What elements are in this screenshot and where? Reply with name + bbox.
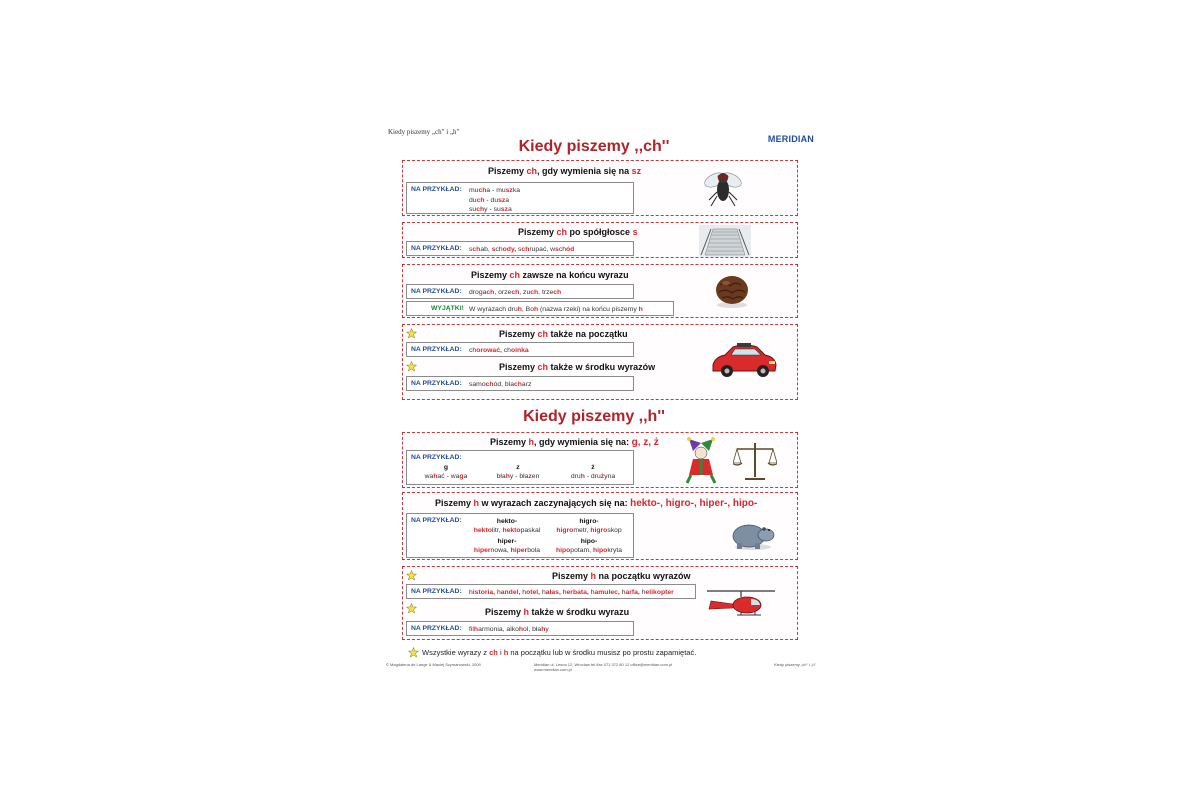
highlight-letters: orować,: [476, 347, 504, 354]
highlight-letters: ód: [566, 246, 575, 253]
example-text: ch: [503, 347, 511, 354]
highlight-letters: z: [528, 473, 532, 480]
example-text: skop: [607, 527, 622, 534]
ch-rule-middle-title: Piszemy ch także w środku wyrazów: [499, 362, 656, 372]
ch-rule-start-middle-box: [402, 324, 798, 400]
ch-rule-end-examples: [406, 284, 634, 299]
ch-exceptions: [406, 301, 674, 316]
highlight-letters: oinka: [510, 347, 529, 354]
example-text: a: [505, 196, 510, 204]
h-rule-middle-line: [469, 625, 549, 635]
highlight-letters: ch: [553, 289, 562, 296]
example-text: ać - wa: [437, 473, 460, 480]
example-text: paskal: [520, 527, 541, 534]
ch-exceptions-line: [469, 305, 643, 315]
h-rule-start-title: Piszemy h na początku wyrazów: [552, 571, 691, 581]
example-text: bola: [527, 547, 541, 554]
highlight-letters: ch: [476, 196, 485, 204]
ch-rule-end-title: Piszemy ch zawsze na końcu wyrazu: [471, 270, 629, 280]
example-text: ol, bła: [523, 626, 542, 633]
ch-rule-start-examples: [406, 342, 634, 357]
highlight-letters: sz: [500, 206, 508, 213]
fly-icon: [701, 166, 745, 210]
hippo-icon: [731, 519, 775, 553]
example-line: [469, 625, 549, 635]
example-text: h: [562, 589, 567, 596]
example-text: , zu: [519, 289, 531, 296]
example-label: NA PRZYKŁAD:: [411, 346, 462, 353]
example-text: , Bo: [521, 306, 534, 313]
poster-code: Kiedy piszemy „ch" i „h": [774, 662, 816, 667]
example-text: du: [469, 196, 477, 204]
example-text: ch: [558, 246, 567, 253]
h-rule-start-examples: [406, 584, 696, 599]
copyright: © Magdalena de Lange & Maciej Szymanowski, 2009: [386, 662, 481, 667]
walnut-icon: [713, 273, 751, 309]
highlight-letters: higro: [590, 527, 608, 534]
example-line: [545, 526, 633, 536]
column-head: ż: [591, 464, 595, 471]
example-label: NA PRZYKŁAD:: [411, 588, 462, 595]
highlight-letters: higro: [556, 527, 574, 534]
car-icon: [709, 339, 779, 381]
example-text: mu: [469, 187, 479, 194]
example-column: [463, 537, 551, 556]
highlight-letters: hipo: [592, 547, 608, 554]
poster-small-title: Kiedy piszemy „ch" i „h": [388, 128, 460, 136]
example-text: yna: [604, 473, 616, 480]
publisher-info: Meridian ul. Lesna 12, Wroclaw tel./fax 071 372 80 12 office@meridian.com.pl www.meridian.com.pl: [534, 662, 673, 672]
footer-line: [422, 648, 696, 658]
example-text: potam,: [570, 547, 593, 554]
highlight-letters: h: [580, 473, 585, 480]
example-text: ka: [512, 187, 521, 194]
example-label: NA PRZYKŁAD:: [411, 186, 462, 193]
example-text: , trze: [538, 289, 554, 296]
column-head: higro-: [579, 518, 599, 525]
example-line: [483, 472, 553, 482]
highlight-letters: ch: [478, 187, 487, 194]
highlight-letters: h: [505, 473, 510, 480]
h-rule-start-line: [469, 588, 674, 598]
ch-rule-start-title: Piszemy ch także na początku: [499, 329, 628, 339]
highlight-letters: ch: [511, 289, 520, 296]
h-rule-prefix-title: Piszemy h w wyrazach zaczynających się na: hekto-, higro-, hiper-, hipo-: [435, 498, 758, 509]
example-line: [545, 546, 633, 556]
example-text: h: [522, 589, 527, 596]
h-rule-gzz-title: Piszemy h, gdy wymienia się na: g, z, ż: [490, 437, 659, 448]
example-label: NA PRZYKŁAD:: [411, 288, 462, 295]
highlight-letters: ch: [485, 381, 494, 388]
example-text: - dru: [584, 473, 601, 480]
highlight-letters: ch: [521, 246, 530, 253]
highlight-letters: h: [517, 306, 522, 313]
example-text: samo: [469, 381, 486, 388]
highlight-letters: ch: [530, 289, 539, 296]
highlight-letters: ch: [476, 206, 485, 213]
exception-line: [469, 305, 643, 315]
example-text: arz: [521, 381, 532, 388]
example-column: [555, 463, 631, 482]
example-text: ód, bla: [493, 381, 514, 388]
highlight-letters: hiper: [473, 547, 491, 554]
ch-rule-s-title: Piszemy ch po spółgłosce s: [518, 227, 638, 237]
highlight-letters: h: [533, 306, 539, 313]
example-column: [411, 463, 481, 482]
ch-rule-sz-box: [402, 160, 798, 216]
example-text: droga: [469, 289, 487, 296]
highlight-letters: hiper: [510, 547, 528, 554]
example-text: s: [469, 246, 473, 253]
example-text: h: [621, 589, 626, 596]
example-text: - du: [484, 196, 499, 204]
example-text: (nazwa rzeki) na końcu piszemy: [538, 306, 639, 313]
brand-logo: MERIDIAN: [767, 134, 814, 144]
column-head: hipo-: [580, 538, 598, 545]
example-line: [463, 526, 551, 536]
example-text: na początku lub w środku musisz po prostu zapamiętać.: [508, 648, 697, 657]
ch-rule-sz-examples: [406, 182, 634, 214]
example-text: h: [469, 589, 473, 596]
example-label: NA PRZYKŁAD:: [411, 625, 462, 632]
ch-rule-s-box: [402, 222, 798, 258]
star-icon: [406, 328, 417, 339]
example-text: kryta: [607, 547, 623, 554]
example-line: [469, 288, 561, 298]
highlight-letters: h: [433, 473, 438, 480]
example-text: a: [463, 473, 468, 480]
highlight-letters: s: [555, 246, 559, 253]
example-text: a - mu: [486, 187, 506, 194]
ch-rule-end-line: [469, 288, 561, 298]
example-line: [411, 472, 481, 482]
highlight-letters: sz: [505, 187, 513, 194]
example-text: Wszystkie wyrazy z: [422, 648, 490, 657]
example-text: s: [518, 246, 522, 253]
highlight-letters: h: [473, 626, 479, 633]
footer-note: [422, 648, 696, 658]
example-text: armonia, alko: [478, 626, 519, 633]
example-line: [469, 245, 574, 255]
highlight-letters: ody,: [502, 246, 519, 253]
example-column: [545, 537, 633, 556]
star-icon: [408, 647, 419, 658]
h-rule-gzz-examples: [406, 450, 634, 485]
example-column: [483, 463, 553, 482]
example-line: [555, 472, 631, 482]
h-rule-middle-title: Piszemy h także w środku wyrazu: [485, 607, 630, 617]
ch-rule-s-examples: [406, 241, 634, 256]
example-text: wa: [424, 473, 434, 480]
example-line: [469, 205, 520, 215]
example-text: fil: [469, 626, 474, 633]
ch-rule-end-box: [402, 264, 798, 318]
column-head: hiper-: [497, 538, 517, 545]
example-text: ch: [495, 246, 503, 253]
highlight-letters: ch: [472, 246, 481, 253]
example-text: y - bła: [509, 473, 529, 480]
highlight-letters: h: [518, 626, 524, 633]
highlight-letters: elikopter: [645, 589, 674, 596]
highlight-letters: s: [491, 246, 496, 253]
example-text: ch: [469, 347, 477, 354]
star-icon: [406, 603, 417, 614]
example-text: h: [541, 589, 546, 596]
highlight-letters: h: [541, 626, 546, 633]
highlight-letters: hekto: [473, 527, 492, 534]
ch-rule-s-line: [469, 245, 574, 255]
example-label: NA PRZYKŁAD:: [411, 245, 462, 252]
example-text: y: [545, 626, 549, 633]
chart-poster: [374, 122, 814, 670]
highlight-letters: g: [459, 473, 464, 480]
section-h-title: Kiedy piszemy ,,h'': [523, 408, 665, 425]
highlight-letters: sz: [498, 196, 506, 204]
highlight-letters: ałas,: [545, 589, 563, 596]
example-line: [469, 588, 674, 598]
star-icon: [406, 361, 417, 372]
ch-rule-middle-line: [469, 380, 531, 390]
example-text: , orze: [494, 289, 512, 296]
section-ch-title: Kiedy piszemy ,,ch'': [518, 138, 670, 155]
helicopter-icon: [705, 587, 777, 623]
example-text: nowa,: [490, 547, 511, 554]
scales-icon: [733, 439, 777, 483]
example-text: rupać, w: [529, 246, 556, 253]
highlight-letters: h: [638, 306, 643, 313]
example-text: ab,: [480, 246, 492, 253]
highlight-letters: otel,: [526, 589, 542, 596]
highlight-letters: ch: [486, 289, 495, 296]
column-head: g: [443, 464, 449, 471]
highlight-letters: hekto: [502, 527, 521, 534]
stairs-icon: [699, 225, 751, 257]
h-rule-gzz-box: [402, 432, 798, 488]
highlight-letters: istoria,: [472, 589, 497, 596]
h-rule-start-middle-box: [402, 566, 798, 640]
example-text: h: [590, 589, 595, 596]
example-line: [469, 186, 520, 196]
jester-icon: [681, 437, 721, 485]
example-text: metr,: [573, 527, 591, 534]
star-icon: [406, 570, 417, 581]
example-line: [463, 546, 551, 556]
h-rule-middle-examples: [406, 621, 634, 636]
example-text: y - su: [484, 206, 501, 213]
example-text: h: [641, 589, 646, 596]
example-text: en: [531, 473, 540, 480]
example-text: i: [497, 648, 504, 657]
h-rule-prefix-examples: [406, 513, 634, 558]
exceptions-label: WYJĄTKI!: [431, 305, 464, 312]
example-label: NA PRZYKŁAD:: [411, 380, 462, 387]
example-column: [545, 517, 633, 536]
highlight-letters: erbata,: [566, 589, 591, 596]
highlight-letters: andel,: [500, 589, 523, 596]
highlight-letters: ż: [600, 473, 605, 480]
highlight-letters: h: [503, 648, 509, 657]
highlight-letters: arfa,: [625, 589, 642, 596]
ch-rule-sz-title: Piszemy ch, gdy wymienia się na sz: [488, 166, 642, 176]
example-text: W wyrazach dru: [469, 306, 518, 313]
ch-rule-sz-lines: [469, 186, 520, 215]
ch-rule-start-line: [469, 346, 529, 356]
example-text: h: [496, 589, 501, 596]
example-line: [469, 380, 531, 390]
example-text: bła: [496, 473, 506, 480]
example-column: [463, 517, 551, 536]
example-label: NA PRZYKŁAD:: [411, 454, 462, 461]
example-text: litr,: [491, 527, 503, 534]
example-line: [469, 196, 520, 206]
example-text: a: [507, 206, 512, 213]
highlight-letters: ch: [489, 648, 498, 657]
column-head: hekto-: [496, 518, 518, 525]
highlight-letters: ch: [513, 381, 522, 388]
example-line: [469, 346, 529, 356]
ch-rule-middle-examples: [406, 376, 634, 391]
example-label: NA PRZYKŁAD:: [411, 517, 462, 524]
h-rule-prefix-box: [402, 492, 798, 560]
highlight-letters: amulec,: [594, 589, 622, 596]
example-text: dru: [570, 473, 581, 480]
example-text: su: [469, 206, 477, 213]
highlight-letters: hipo: [555, 547, 571, 554]
column-head: z: [516, 464, 520, 471]
